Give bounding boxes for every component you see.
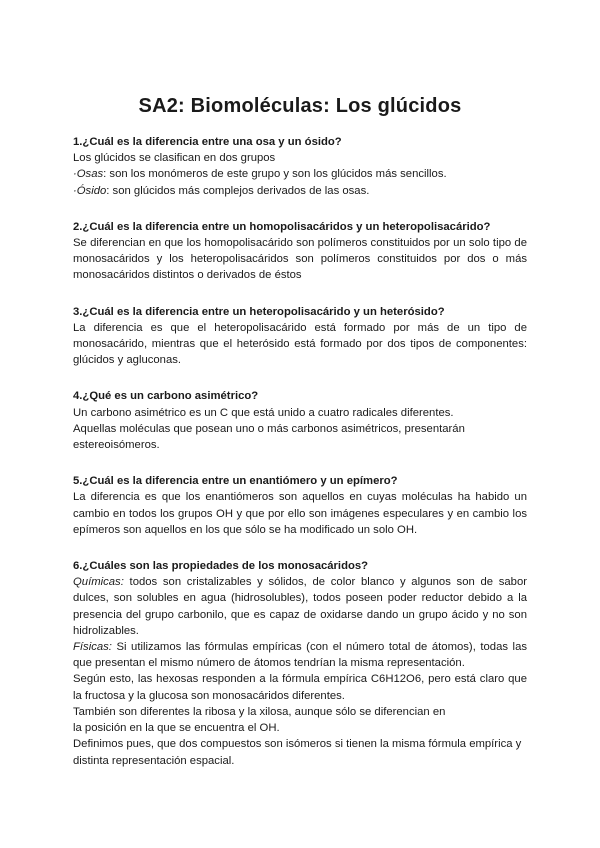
question-1-heading: 1.¿Cuál es la diferencia entre una osa y un ósido? bbox=[73, 136, 342, 148]
question-1-bullet-osido bbox=[73, 183, 527, 199]
question-1-bullet-osas bbox=[73, 166, 527, 182]
question-2-answer: Se diferencian en que los homopolisacárido son polímeros constituidos por un solo tipo de monosacáridos y los heteropolisacáridos son polímeros constituidos por dos o más monosacáridos distintos o derivados de éstos bbox=[73, 237, 527, 282]
document-title: SA2: Biomoléculas: Los glúcidos bbox=[138, 95, 462, 117]
question-6-section bbox=[73, 558, 527, 769]
question-2-section bbox=[73, 219, 527, 284]
osas-definition: : son los monómeros de este grupo y son los glúcidos más sencillos. bbox=[103, 168, 447, 181]
osas-term: ·Osas bbox=[73, 168, 104, 181]
question-6-physical-properties bbox=[73, 639, 527, 671]
question-6-ribose-line-2: la posición en la que se encuentra el OH. bbox=[73, 722, 280, 735]
chemical-text: todos son cristalizables y sólidos, de color blanco y algunos son de sabor dulces, son solubles en agua (hidrosolubles), todos poseen poder reductor debido a la presencia del grupo carbonilo, que es capaz de oxidarse dando un grupo ácido y no son hidrolizables. bbox=[73, 576, 527, 637]
question-4-section bbox=[73, 388, 527, 453]
question-4-answer-1: Un carbono asimétrico es un C que está unido a cuatro radicales diferentes. bbox=[73, 406, 454, 419]
question-4-heading: 4.¿Qué es un carbono asimétrico? bbox=[73, 390, 259, 403]
question-5-heading: 5.¿Cuál es la diferencia entre un enantiómero y un epímero? bbox=[73, 475, 398, 488]
question-3-heading: 3.¿Cuál es la diferencia entre un heteropolisacárido y un heterósido? bbox=[73, 305, 445, 318]
question-5-answer: La diferencia es que los enantiómeros son aquellos en cuyas moléculas ha habido un cambio en todos los grupos OH y que por ello son imágenes especulares y en cambio los epímeros son aquellos en los que sólo se ha modificado un solo OH. bbox=[73, 491, 527, 536]
osido-definition: : son glúcidos más complejos derivados de las osas. bbox=[106, 184, 370, 197]
question-3-answer: La diferencia es que el heteropolisacárido está formado por más de un tipo de monosacárido, mientras que el heterósido está formado por dos tipos de componentes: glúcidos y agluconas. bbox=[73, 321, 527, 367]
question-2-heading: 2.¿Cuál es la diferencia entre un homopolisacáridos y un heteropolisacárido? bbox=[73, 220, 491, 233]
physical-text: Si utilizamos las fórmulas empíricas (con el número total de átomos), todas las que presentan el mismo número de átomos tendrían la misma representación. bbox=[73, 641, 527, 670]
osido-term: ·Ósido bbox=[73, 184, 107, 197]
question-1-section bbox=[73, 134, 527, 199]
question-1-intro: Los glúcidos se clasifican en dos grupos bbox=[73, 152, 276, 165]
question-3-section bbox=[73, 304, 527, 369]
physical-term: Físicas: bbox=[73, 641, 112, 654]
question-4-answer-2: Aquellas moléculas que posean uno o más carbonos asimétricos, presentarán estereoisómeros. bbox=[73, 422, 465, 452]
chemical-term: Químicas: bbox=[73, 576, 124, 589]
question-6-chemical-properties bbox=[73, 574, 527, 639]
question-6-heading: 6.¿Cuáles son las propiedades de los monosacáridos? bbox=[73, 560, 369, 573]
question-6-hexoses-paragraph: Según esto, las hexosas responden a la fórmula empírica C6H12O6, pero está claro que la fructosa y la glucosa son monosacáridos diferentes. bbox=[73, 673, 527, 702]
question-6-isomers-paragraph: Definimos pues, que dos compuestos son isómeros si tienen la misma fórmula empírica y distinta representación espacial. bbox=[73, 738, 522, 767]
question-5-section bbox=[73, 473, 527, 538]
question-6-ribose-line-1: También son diferentes la ribosa y la xilosa, aunque sólo se diferencian en bbox=[73, 705, 446, 718]
